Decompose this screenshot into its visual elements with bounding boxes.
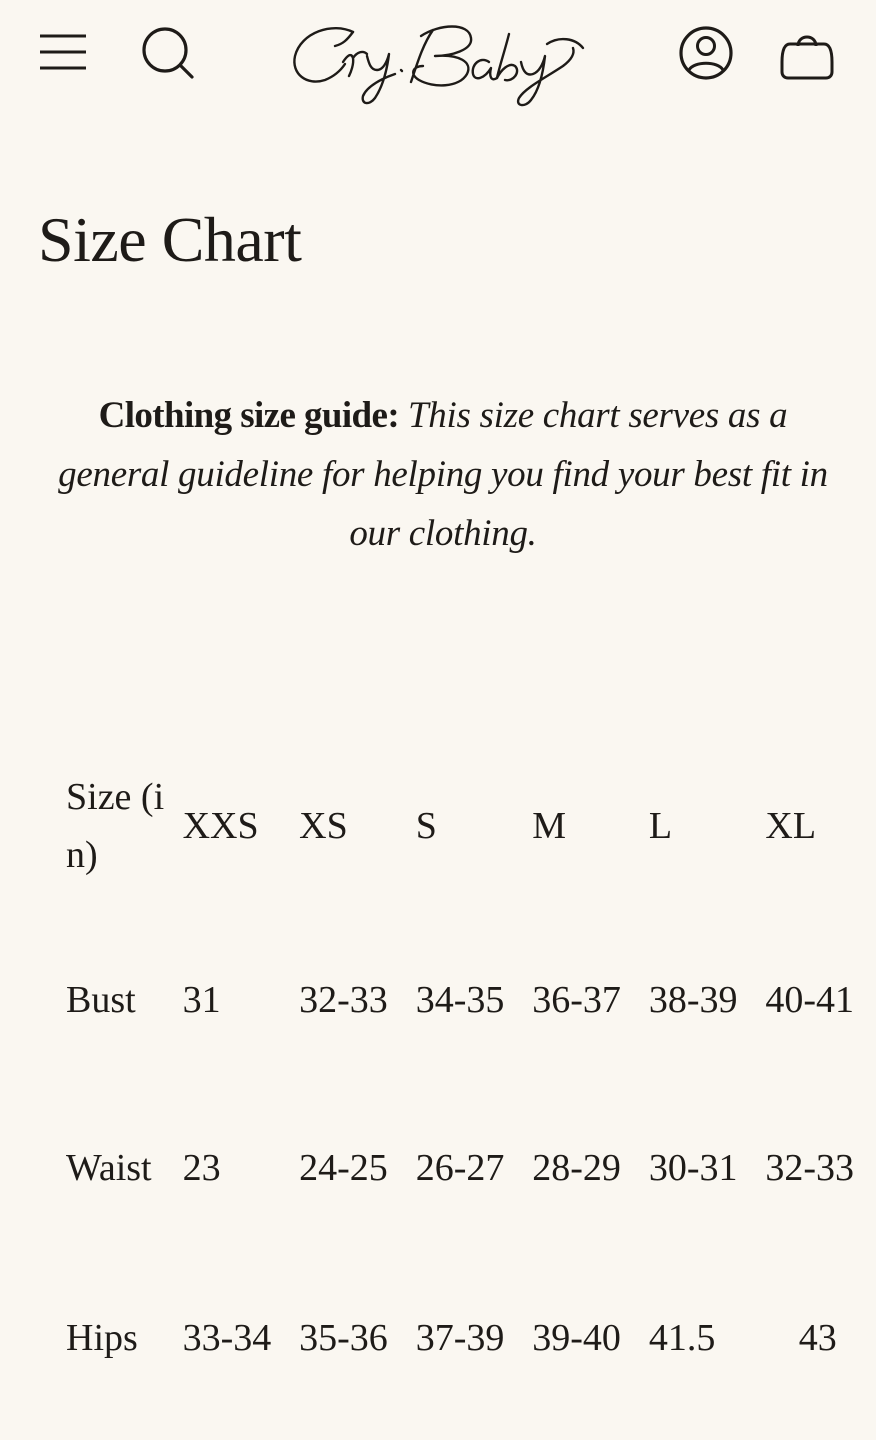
menu-button[interactable] [36, 24, 92, 76]
hamburger-menu-icon [36, 24, 92, 76]
table-cell: 33-34 [182, 1317, 272, 1359]
size-guide-intro [48, 386, 838, 563]
table-row [54, 916, 870, 1084]
page-title: Size Chart [38, 204, 302, 275]
size-header: L [648, 805, 673, 847]
account-icon [672, 22, 740, 84]
row-label: Bust [66, 979, 136, 1021]
table-header-row [54, 736, 870, 916]
header-label: Size (in) [66, 776, 165, 876]
size-header: XL [765, 805, 817, 847]
intro-lead: Clothing size guide: [98, 395, 400, 436]
brand-logo[interactable] [283, 14, 593, 110]
table-row [54, 1252, 870, 1424]
size-header: M [532, 805, 567, 847]
table-cell: 34-35 [415, 979, 505, 1021]
table-cell: 43 [798, 1317, 837, 1359]
table-cell: 36-37 [532, 979, 621, 1021]
size-header: S [415, 805, 437, 847]
cart-button[interactable] [776, 22, 838, 84]
table-cell: 24-25 [299, 1147, 388, 1189]
table-cell: 31 [182, 979, 221, 1021]
table-cell: 32-33 [299, 979, 388, 1021]
intro-description: This size chart serves as a general guideline for helping you find your best fit in our clothing. [58, 395, 828, 554]
table-cell: 30-31 [648, 1147, 738, 1189]
size-header: XXS [182, 805, 259, 847]
table-cell: 40-41 [765, 979, 855, 1021]
search-button[interactable] [136, 22, 200, 82]
table-cell: 38-39 [648, 979, 738, 1021]
table-cell: 37-39 [415, 1317, 505, 1359]
row-label: Waist [66, 1147, 152, 1189]
shopping-bag-icon [776, 22, 838, 84]
size-header: XS [299, 805, 348, 847]
table-cell: 41.5 [648, 1317, 716, 1359]
row-label: Hips [66, 1317, 138, 1359]
table-cell: 32-33 [765, 1147, 855, 1189]
brand-wordmark [283, 14, 593, 110]
table-row [54, 1084, 870, 1252]
table-cell: 35-36 [299, 1317, 388, 1359]
table-cell: 28-29 [532, 1147, 621, 1189]
size-chart-table [54, 736, 870, 1424]
table-cell: 26-27 [415, 1147, 505, 1189]
site-header [0, 0, 876, 120]
account-button[interactable] [672, 22, 740, 84]
table-cell: 39-40 [532, 1317, 621, 1359]
table-cell: 23 [182, 1147, 221, 1189]
search-icon [136, 22, 200, 82]
